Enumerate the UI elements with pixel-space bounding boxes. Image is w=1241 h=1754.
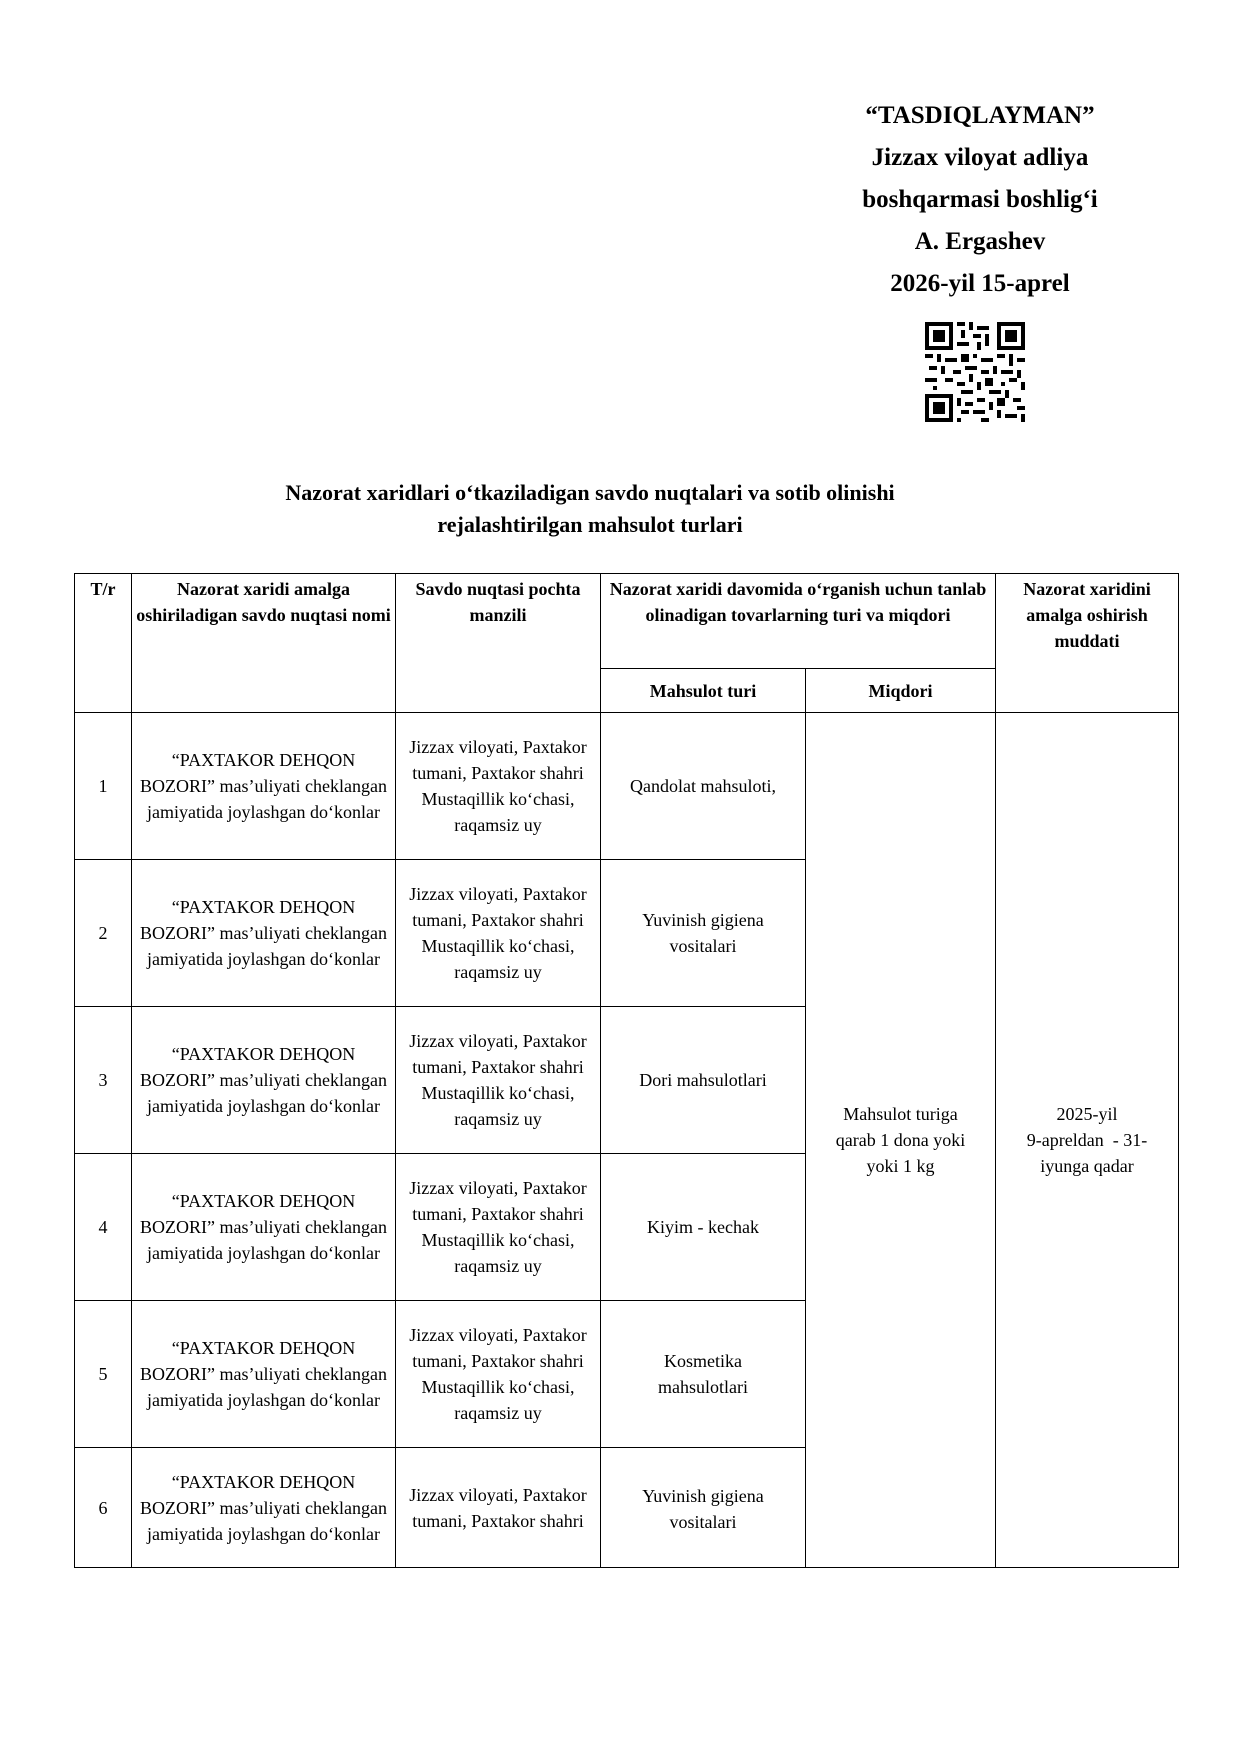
row-store: “PAXTAKOR DEHQON BOZORI” mas’uliyati cheklangan jamiyatida joylashgan do‘konlar [132, 1007, 396, 1154]
document-title [170, 477, 1010, 541]
row-address: Jizzax viloyati, Paxtakor tumani, Paxtakor shahri Mustaqillik ko‘chasi, raqamsiz uy [396, 1154, 601, 1301]
table-header-row [75, 574, 1179, 669]
title-line-1: Nazorat xaridlari o‘tkaziladigan savdo nuqtalari va sotib olinishi [285, 480, 895, 505]
row-store: “PAXTAKOR DEHQON BOZORI” mas’uliyati cheklangan jamiyatida joylashgan do‘konlar [132, 1154, 396, 1301]
row-store: “PAXTAKOR DEHQON BOZORI” mas’uliyati cheklangan jamiyatida joylashgan do‘konlar [132, 860, 396, 1007]
period-cell [996, 713, 1179, 1568]
period-line-3: iyunga qadar [1040, 1156, 1134, 1176]
row-product: Kosmetika mahsulotlari [601, 1301, 806, 1448]
row-product: Yuvinish gigiena vositalari [601, 1448, 806, 1568]
approval-block [780, 95, 1180, 305]
header-period: Nazorat xaridini amalga oshirish muddati [996, 574, 1179, 713]
row-address: Jizzax viloyati, Paxtakor tumani, Paxtakor shahri Mustaqillik ko‘chasi, raqamsiz uy [396, 1301, 601, 1448]
approval-line-1: Jizzax viloyat adliya [871, 144, 1089, 171]
row-num: 2 [75, 860, 132, 1007]
row-store: “PAXTAKOR DEHQON BOZORI” mas’uliyati cheklangan jamiyatida joylashgan do‘konlar [132, 1301, 396, 1448]
header-address: Savdo nuqtasi pochta manzili [396, 574, 601, 713]
row-product: Dori mahsulotlari [601, 1007, 806, 1154]
period-line-1: 2025-yil [1056, 1104, 1118, 1124]
approval-title: “TASDIQLAYMAN” [865, 102, 1095, 129]
qr-code-icon [925, 322, 1025, 422]
period-line-2: 9-apreldan - 31- [1026, 1130, 1148, 1150]
header-goods: Nazorat xaridi davomida o‘rganish uchun tanlab olinadigan tovarlarning turi va miqdori [601, 574, 996, 669]
quantity-cell: Mahsulot turiga qarab 1 dona yoki yoki 1 kg [806, 713, 996, 1568]
row-product: Kiyim - kechak [601, 1154, 806, 1301]
row-product: Yuvinish gigiena vositalari [601, 860, 806, 1007]
header-product-type: Mahsulot turi [601, 669, 806, 713]
row-num: 3 [75, 1007, 132, 1154]
header-quantity: Miqdori [806, 669, 996, 713]
title-line-2: rejalashtirilgan mahsulot turlari [437, 512, 743, 537]
row-num: 4 [75, 1154, 132, 1301]
header-num: T/r [75, 574, 132, 713]
row-address: Jizzax viloyati, Paxtakor tumani, Paxtakor shahri [396, 1448, 601, 1568]
row-store: “PAXTAKOR DEHQON BOZORI” mas’uliyati cheklangan jamiyatida joylashgan do‘konlar [132, 1448, 396, 1568]
approval-date: 2026-yil 15-aprel [890, 270, 1070, 297]
row-num: 5 [75, 1301, 132, 1448]
purchase-table [74, 573, 1179, 1568]
row-address: Jizzax viloyati, Paxtakor tumani, Paxtakor shahri Mustaqillik ko‘chasi, raqamsiz uy [396, 713, 601, 860]
table-row [75, 713, 1179, 860]
row-address: Jizzax viloyati, Paxtakor tumani, Paxtakor shahri Mustaqillik ko‘chasi, raqamsiz uy [396, 860, 601, 1007]
approver-name: A. Ergashev [914, 228, 1046, 255]
row-num: 1 [75, 713, 132, 860]
row-product: Qandolat mahsuloti, [601, 713, 806, 860]
row-store: “PAXTAKOR DEHQON BOZORI” mas’uliyati cheklangan jamiyatida joylashgan do‘konlar [132, 713, 396, 860]
row-address: Jizzax viloyati, Paxtakor tumani, Paxtakor shahri Mustaqillik ko‘chasi, raqamsiz uy [396, 1007, 601, 1154]
header-store: Nazorat xaridi amalga oshiriladigan savdo nuqtasi nomi [132, 574, 396, 713]
approval-line-2: boshqarmasi boshlig‘i [862, 186, 1098, 213]
row-num: 6 [75, 1448, 132, 1568]
